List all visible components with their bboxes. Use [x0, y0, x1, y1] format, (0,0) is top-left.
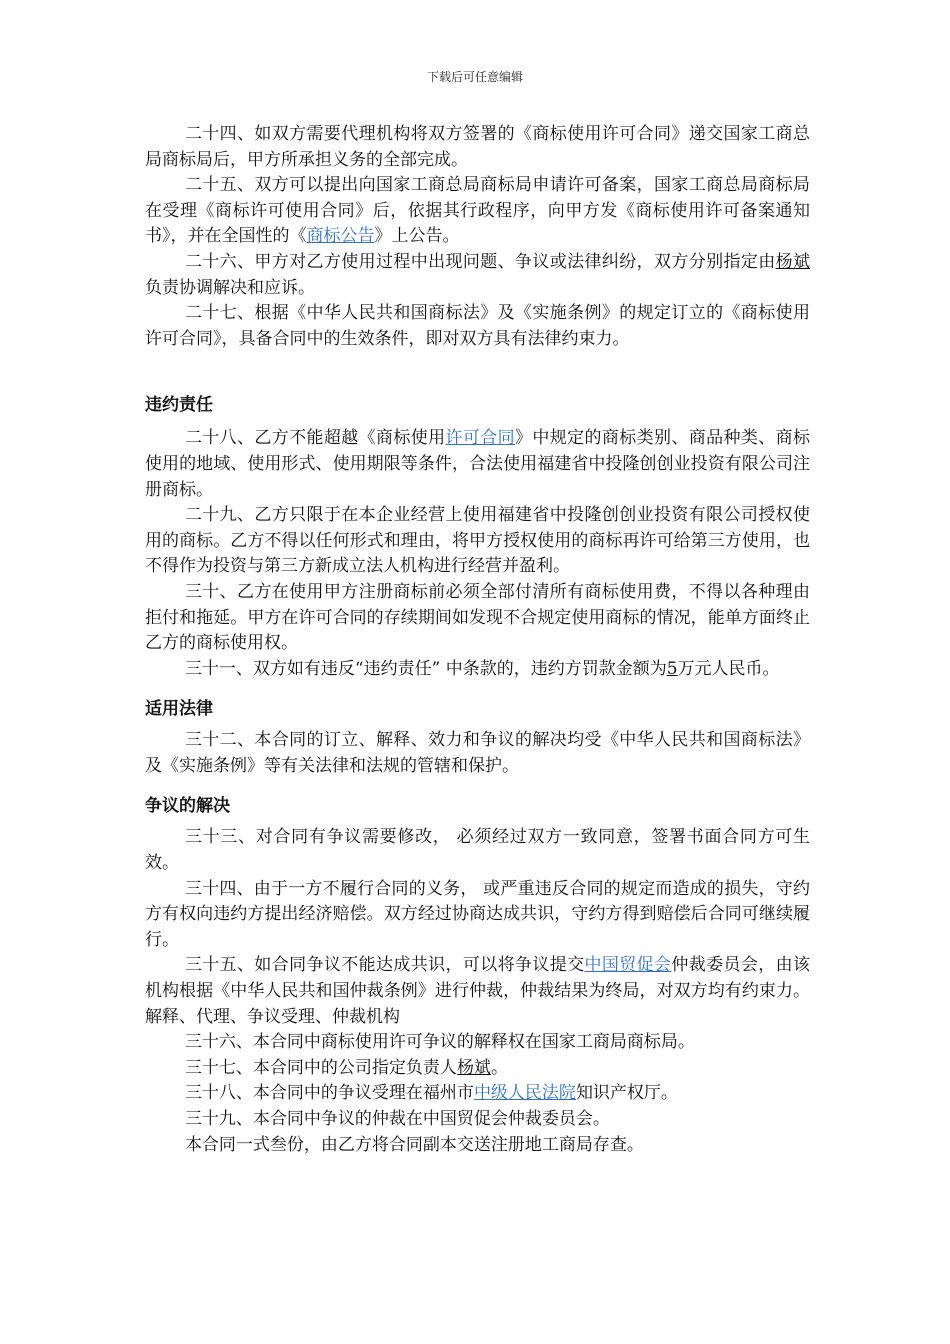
section-title-breach: 违约责任 [145, 395, 213, 416]
clause-28-text-b: 》中规定的商标类别、商品种类、商标使用的地域、使用形式、使用期限等条件，合法使用福建省中投隆创创业投资有限公司注册商标。 [145, 428, 811, 500]
clause-25 [145, 173, 810, 250]
link-ccpit[interactable]: 中国贸促会 [584, 955, 672, 976]
clause-37 [145, 1056, 810, 1082]
clause-35-text-a: 三十五、如合同争议不能达成共识，可以将争议提交 [184, 955, 585, 976]
clause-25-text-mid: 商标使用许可备案通知书》，并在全国性的《 [145, 200, 811, 247]
link-intermediate-court[interactable]: 中级人民法院 [473, 1083, 576, 1104]
clause-28 [145, 426, 810, 503]
clause-39: 三十九、本合同中争议的仲裁在中国贸促会仲裁委员会。 [184, 1109, 610, 1129]
clause-35-text-b: 仲裁委员会，由该机构根据《中华人民共和国仲裁条例》进行仲裁，仲裁结果为终局，对双方均有约束力。解释、代理、争议受理、仲裁机构 [145, 955, 811, 1027]
clause-25-text-b: 》上公告。 [374, 226, 460, 247]
clause-37-text-a: 三十七、本合同中的公司指定负责人 [184, 1057, 457, 1078]
clause-34: 三十四、由于一方不履行合同的义务， 或严重违反合同的规定而造成的损失，守约方有权向违约方提出经济赔偿。双方经过协商达成共识，守约方得到赔偿后合同可继续履行。 [145, 878, 810, 950]
clause-37-text-b: 。 [490, 1057, 508, 1078]
clause-35 [145, 953, 810, 1030]
section-title-dispute: 争议的解决 [145, 796, 230, 817]
clause-38-text-b: 知识产权厅。 [575, 1083, 678, 1104]
document-body [145, 122, 810, 1158]
clause-25-text-a: 二十五、双方可以提出向国家工商总局商标局申请许可备案，国家工商总局商标局在受理《商标许可使用合同》后，依据其行政程序，向甲方发《 [145, 175, 810, 221]
page-header: 下载后可任意编辑 [426, 70, 523, 84]
clause-30: 三十、乙方在使用甲方注册商标前必须全部付清所有商标使用费，不得以各种理由拒付和拖延。甲方在许可合同的存续期间如发现不合规定使用商标的情况，能单方面终止乙方的商标使用权。 [145, 581, 810, 654]
clause-38-text-a: 三十八、本合同中的争议受理在福州市 [184, 1083, 474, 1104]
clause-26 [145, 250, 810, 301]
section-title-law: 适用法律 [145, 699, 213, 720]
clause-24: 二十四、如双方需要代理机构将双方签署的《商标使用许可合同》递交国家工商总局商标局后，甲方所承担义务的全部完成。 [145, 124, 810, 170]
clause-27: 二十七、根据《中华人民共和国商标法》及《实施条例》的规定订立的《商标使用许可合同》，具备合同中的生效条件，即对双方具有法律约束力。 [145, 303, 810, 349]
responsible-person: 杨斌 [456, 1057, 491, 1078]
link-trademark-bulletin[interactable]: 商标公告 [306, 226, 375, 247]
clause-31-text-b: 万元人民币。 [677, 658, 780, 679]
clause-33: 三十三、对合同有争议需要修改， 必须经过双方一致同意，签署书面合同方可生效。 [145, 827, 810, 874]
clause-29: 二十九、乙方只限于在本企业经营上使用福建省中投隆创创业投资有限公司授权使用的商标。乙方不得以任何形式和理由，将甲方授权使用的商标再许可给第三方使用，也不得作为投资与第三方新成立法人机构进行经营并盈利。 [145, 505, 810, 577]
clause-32: 三十二、本合同的订立、解释、效力和争议的解决均受《中华人民共和国商标法》及《实施条例》等有关法律和法规的管辖和保护。 [145, 730, 810, 776]
clause-26-text-b: 负责协调解决和应诉。 [145, 277, 315, 298]
clause-31-text-a: 三十一、双方如有违反“违约责任” 中条款的，违约方罚款金额为 [184, 658, 667, 679]
clause-38 [145, 1081, 810, 1107]
clause-31 [145, 657, 810, 683]
clause-28-text-a: 二十八、乙方不能超越《商标使用 [184, 428, 446, 449]
clause-26-text-a: 二十六、甲方对乙方使用过程中出现问题、争议或法律纠纷，双方分别指定由 [184, 251, 776, 272]
link-license-contract[interactable]: 许可合同 [445, 428, 516, 449]
designated-person: 杨斌 [775, 251, 810, 272]
penalty-amount: 5 [666, 658, 678, 679]
clause-36: 三十六、本合同中商标使用许可争议的解释权在国家工商局商标局。 [184, 1032, 695, 1053]
closing-note: 本合同一式叁份，由乙方将合同副本交送注册地工商局存查。 [184, 1134, 644, 1155]
